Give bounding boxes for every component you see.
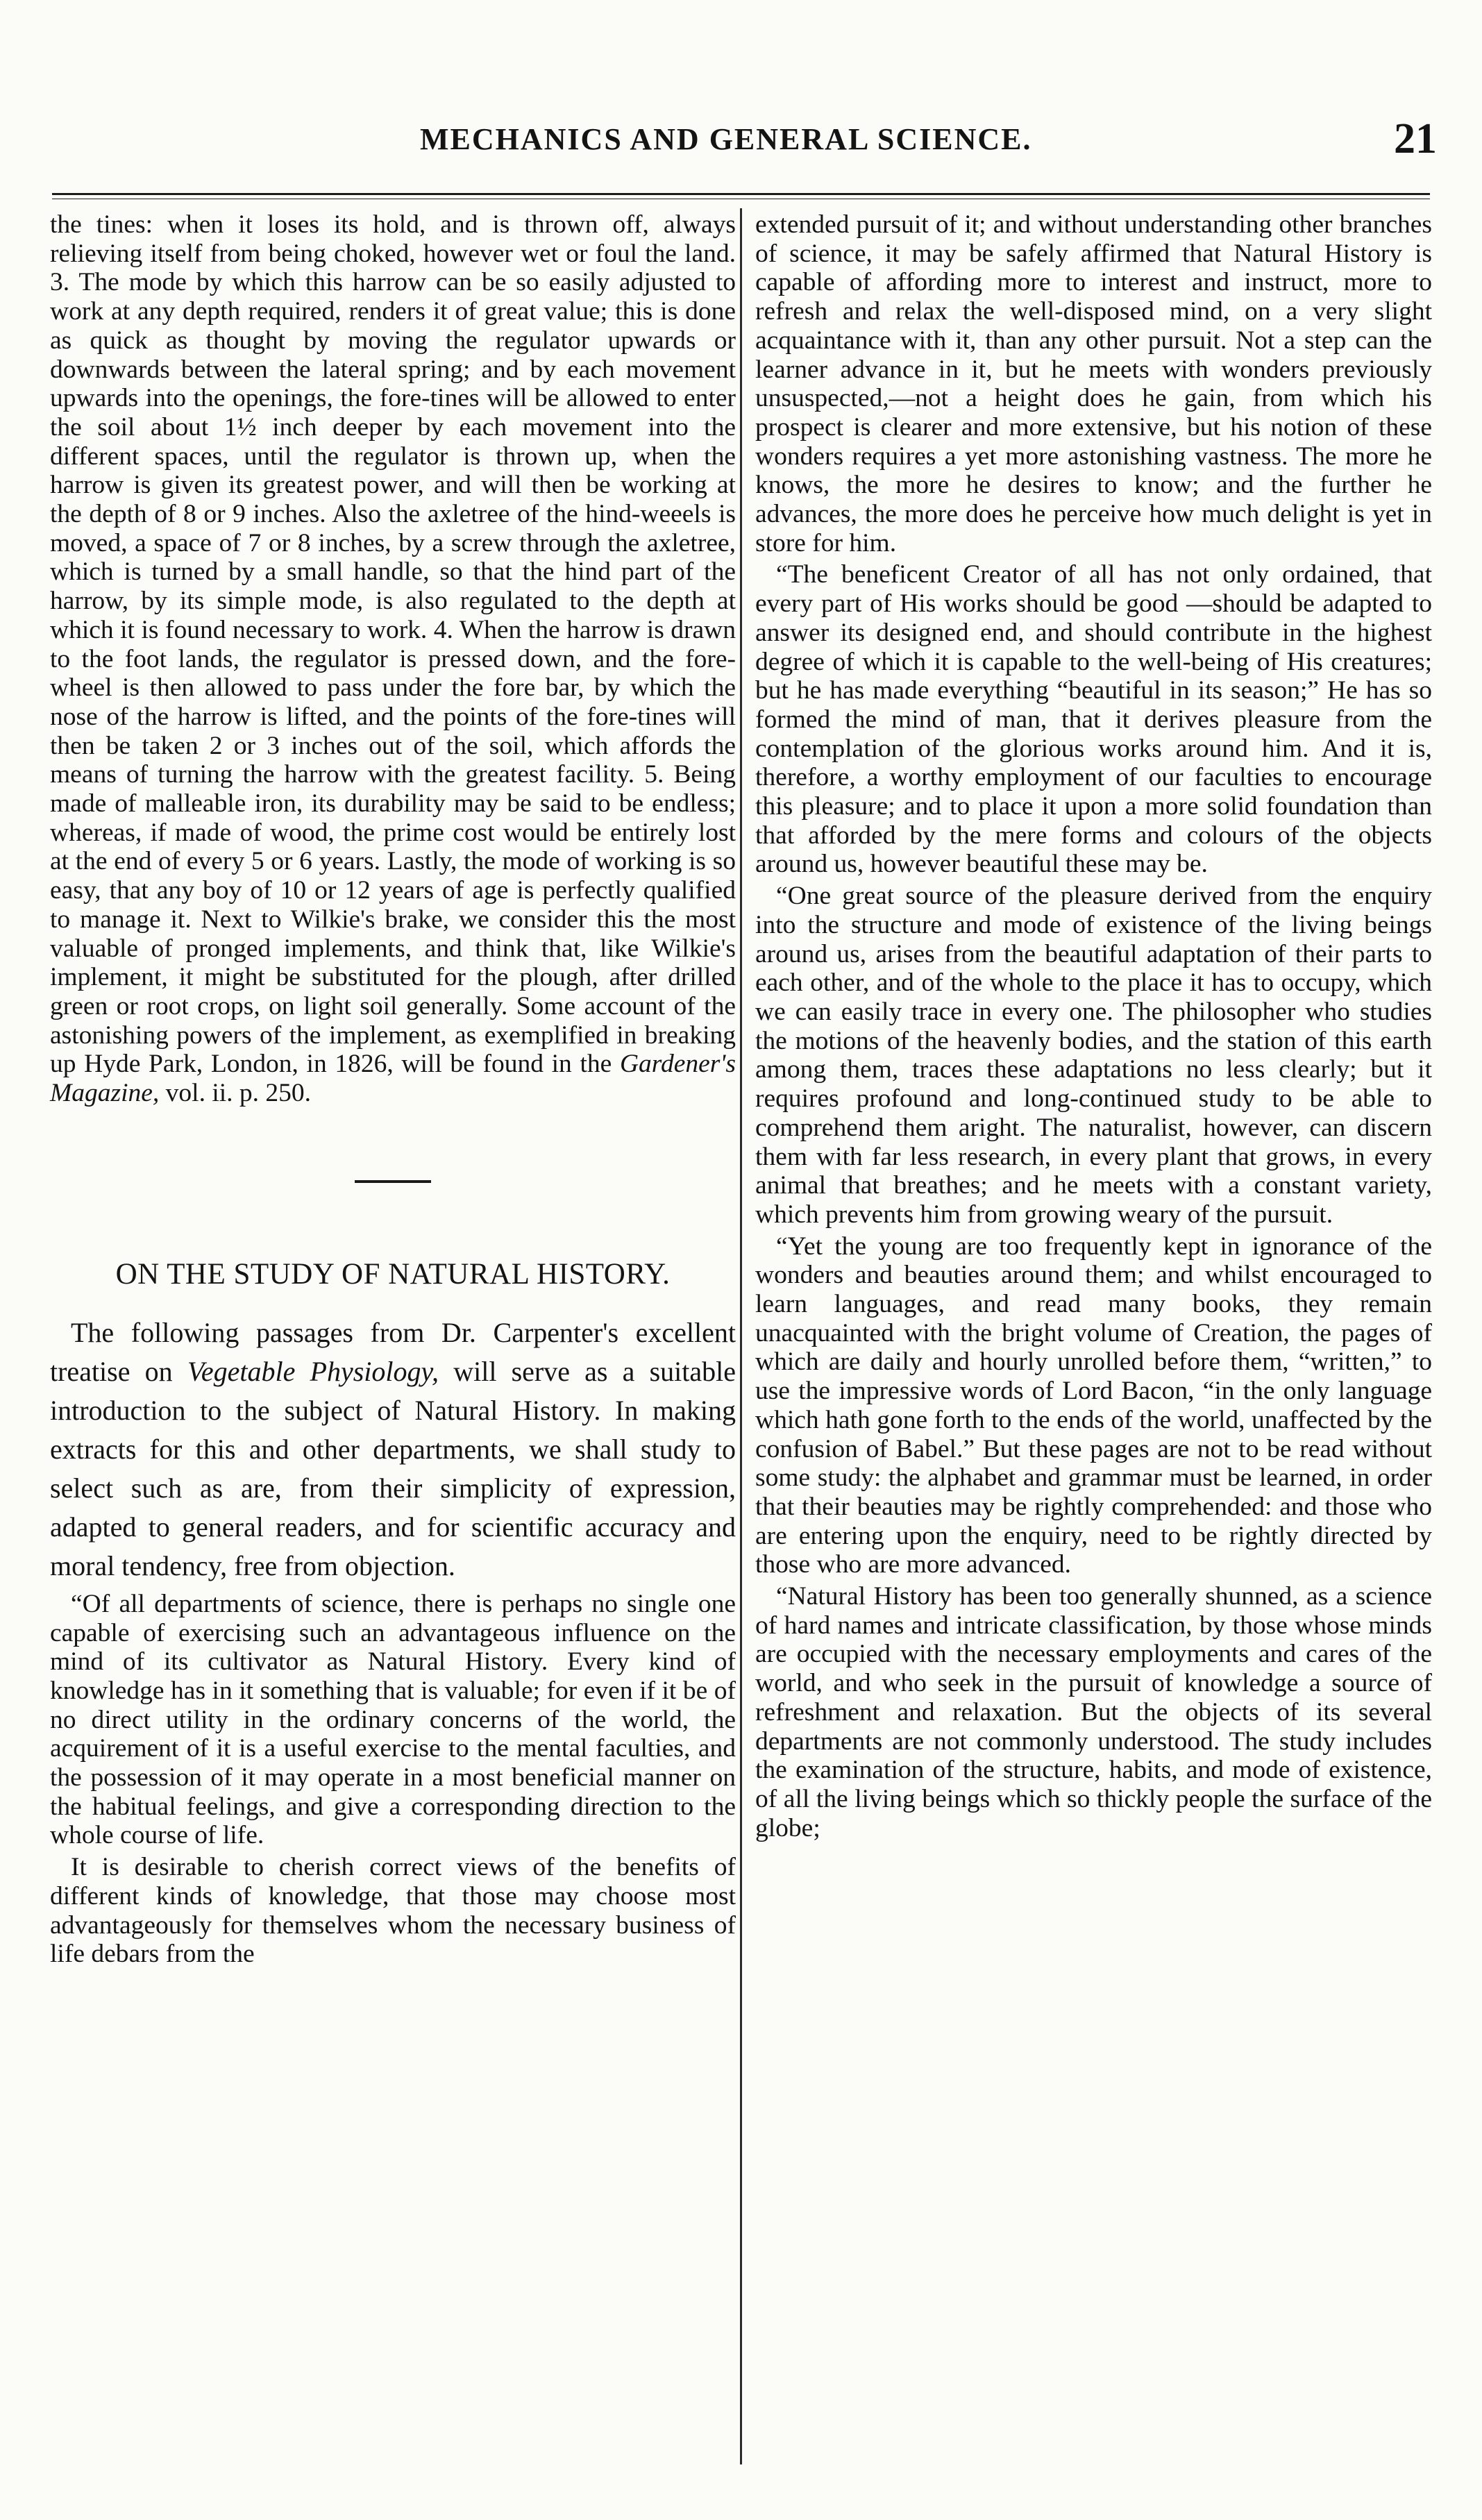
quote-paragraph: “Natural History has been too generally shunned, as a science of hard names and intricate classification, by those whose minds are occupied with the necessary employments and cares of the world, and who seek in the pursuit of knowledge a source of refreshment and relaxation. But the objects of its several departments are not commonly understood. The study includes the examination of the structure, habits, and mode of existence, of all the living beings which so thickly people the surface of the globe; xyxy=(755,1582,1432,1842)
quote-paragraph: “Yet the young are too frequently kept in ignorance of the wonders and beauties around them; and whilst encouraged to learn languages, and read many books, they remain unacquainted with the bright volume of Creation, the pages of which are daily and hourly unrolled before them, “written,” to use the impressive words of Lord Bacon, “in the only language which hath gone forth to the ends of the world, unaffected by the confusion of Babel.” But these pages are not to be read without some study: the alphabet and grammar must be learned, in order that their beauties may be rightly comprehended: and those who are entering upon the enquiry, need to be rightly directed by those who are more advanced. xyxy=(755,1232,1432,1579)
section-title: ON THE STUDY OF NATURAL HISTORY. xyxy=(115,1257,671,1291)
header-rule xyxy=(52,193,1430,195)
body-paragraph xyxy=(50,210,736,1108)
right-column xyxy=(755,210,1432,1842)
quote-paragraph: “One great source of the pleasure derived from the enquiry into the structure and mode of existence of the living beings around us, arises from the beautiful adaptation of their parts to each other, and of the whole to the place it has to occupy, which we can easily trace in every one. The philosopher who studies the motions of the heavenly bodies, and the station of this earth among them, traces these adaptations no less clearly; but it requires profound and long-continued study to be able to comprehend them aright. The naturalist, however, can discern them with far less research, in every plant that grows, in every animal that breathes; and he meets with a constant variety, which prevents him from growing weary of the pursuit. xyxy=(755,882,1432,1229)
book-title: Vegetable Physiology, xyxy=(187,1355,439,1387)
column-divider xyxy=(740,208,742,2464)
quote-paragraph: “The beneficent Creator of all has not only ordained, that every part of His works should be good —should be adapted to answer its designed end, and should contribute in the highest degree of which it is capable to the well-being of His creatures; but he has made everything “beautiful in its season;” He has so formed the mind of man, that it derives pleasure from the contemplation of the glorious works around him. And it is, therefore, a worthy employment of our faculties to encourage this pleasure; and to place it upon a more solid foundation than that afforded by the mere forms and colours of the objects around us, however beautiful these may be. xyxy=(755,560,1432,879)
page-number: 21 xyxy=(1394,115,1437,162)
intro-text-start: The following passages from Dr. Carpenter's excellent treatise on xyxy=(50,1316,736,1387)
body-paragraph: extended pursuit of it; and without understanding other branches of science, it may be safely affirmed that Natural History is capable of affording more to interest and instruct, more to refresh and relax the well-disposed mind, on a very slight acquaintance with it, than any other pursuit. Not a step can the learner advance in it, but he meets with wonders previously unsuspected,—not a height does he gain, from which his prospect is clearer and more extensive, but his notion of these wonders requires a yet more astonishing vastness. The more he knows, the more he desires to know; and the further he advances, the more does he perceive how much delight is yet in store for him. xyxy=(755,210,1432,557)
left-column xyxy=(50,210,736,1969)
running-head: MECHANICS AND GENERAL SCIENCE. xyxy=(420,122,1032,156)
quote-paragraph: “Of all departments of science, there is perhaps no single one capable of exercising such an advantageous influence on the mind of its cultivator as Natural History. Every kind of knowledge has in it something that is valuable; for even if it be of no direct utility in the ordinary concerns of the world, the acquirement of it is a useful exercise to the mental faculties, and the possession of it may operate in a most beneficial manner on the habitual feelings, and give a corresponding direction to the whole course of life. xyxy=(50,1589,736,1850)
quote-paragraph: It is desirable to cherish correct views of the benefits of different kinds of knowledge, that those may choose most advantageously for themselves whom the necessary business of life debars from the xyxy=(50,1853,736,1969)
citation-reference: vol. ii. p. 250. xyxy=(159,1079,312,1108)
harrow-text: the tines: when it loses its hold, and is thrown off, always relieving itself from being choked, however wet or foul the land. 3. The mode by which this harrow can be so easily adjusted to work at any depth required, renders it of great value; this is done as quick as thought by moving the regulator upwards or downwards between the lateral spring; and by each movement upwards into the openings, the fore-tines will be allowed to enter the soil about 1½ inch deeper by each movement into the different spaces, until the regulator is thrown up, when the harrow is given its greatest power, and will then be working at the depth of 8 or 9 inches. Also the axletree of the hind-weeels is moved, a space of 7 or 8 inches, by a screw through the axletree, which is turned by a small handle, so that the hind part of the harrow, by its simple mode, is also regulated to the depth at which it is found necessary to work. 4. When the harrow is drawn to the foot lands, the regulator is pressed down, and the fore-wheel is then allowed to pass under the fore bar, by which the nose of the harrow is lifted, and the points of the fore-tines will then be taken 2 or 3 inches out of the soil, which affords the means of turning the harrow with the greatest facility. 5. Being made of malleable iron, its durability may be said to be endless; whereas, if made of wood, the prime cost would be entirely lost at the end of every 5 or 6 years. Lastly, the mode of working is so easy, that any boy of 10 or 12 years of age is perfectly qualified to manage it. Next to Wilkie's brake, we consider this the most valuable of pronged implements, and think that, like Wilkie's implement, it might be substituted for the plough, after drilled green or root crops, on light soil generally. Some account of the astonishing powers of the implement, as exemplified in breaking up Hyde Park, London, in 1826, will be found in the xyxy=(50,210,736,1079)
intro-paragraph xyxy=(50,1313,736,1586)
intro-text-end: will serve as a suitable introduction to the subject of Natural History. In making extracts for this and other departments, we shall study to select such as are, from their simplicity of expression, adapted to general readers, and for scientific accuracy and moral tendency, free from objection. xyxy=(50,1355,736,1581)
citation-title: Gardener's Magazine, xyxy=(50,1050,736,1108)
section-separator-rule xyxy=(355,1180,431,1183)
